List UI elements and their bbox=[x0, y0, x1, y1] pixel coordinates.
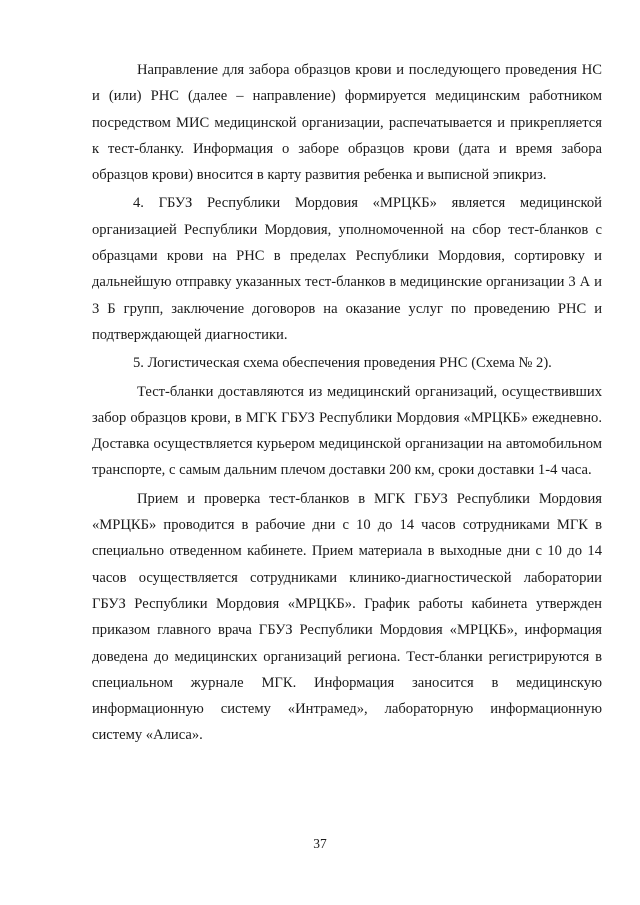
paragraph-reception: Прием и проверка тест-бланков в МГК ГБУЗ Республики Мордовия «МРЦКБ» проводится в рабочие дни с 10 до 14 часов сотрудниками МГК в специально отведенном кабинете. Прием материала в выходные дни с 10 до 14 часов осуществляется сотрудниками клинико-диагностической лаборатории ГБУЗ Республики Мордовия «МРЦКБ». График работы кабинета утвержден приказом главного врача ГБУЗ Республики Мордовия «МРЦКБ», информация доведена до медицинских организаций региона. Тест-бланки регистрируются в специальном журнале МГК. Информация заносится в медицинскую информационную систему «Интрамед», лабораторную информационную систему «Алиса». bbox=[92, 490, 602, 744]
document-body bbox=[92, 57, 602, 749]
paragraph-item-4: 4. ГБУЗ Республики Мордовия «МРЦКБ» является медицинской организацией Республики Мордовия, уполномоченной на сбор тест-бланков с образцами крови на РНС в пределах Республики Мордовия, сортировку и дальнейшую отправку указанных тест-бланков в медицинские организации 3 А и 3 Б групп, заключение договоров на оказание услуг по проведению РНС и подтверждающей диагностики. bbox=[92, 195, 602, 343]
page-number: 37 bbox=[313, 836, 327, 851]
paragraph-referral: Направление для забора образцов крови и последующего проведения НС и (или) РНС (далее – направление) формируется медицинским работником посредством МИС медицинской организации, распечатывается и прикрепляется к тест-бланку. Информация о заборе образцов крови (дата и время забора образцов крови) вносится в карту развития ребенка и выписной эпикриз. bbox=[92, 62, 602, 184]
paragraph-delivery: Тест-бланки доставляются из медицинский организаций, осуществивших забор образцов крови, в МГК ГБУЗ Республики Мордовия «МРЦКБ» ежедневно. Доставка осуществляется курьером медицинской организации на автомобильном транспорте, с самым дальним плечом доставки 200 км, сроки доставки 1-4 часа. bbox=[92, 383, 602, 479]
paragraph-item-5: 5. Логистическая схема обеспечения проведения РНС (Схема № 2). bbox=[133, 355, 552, 372]
